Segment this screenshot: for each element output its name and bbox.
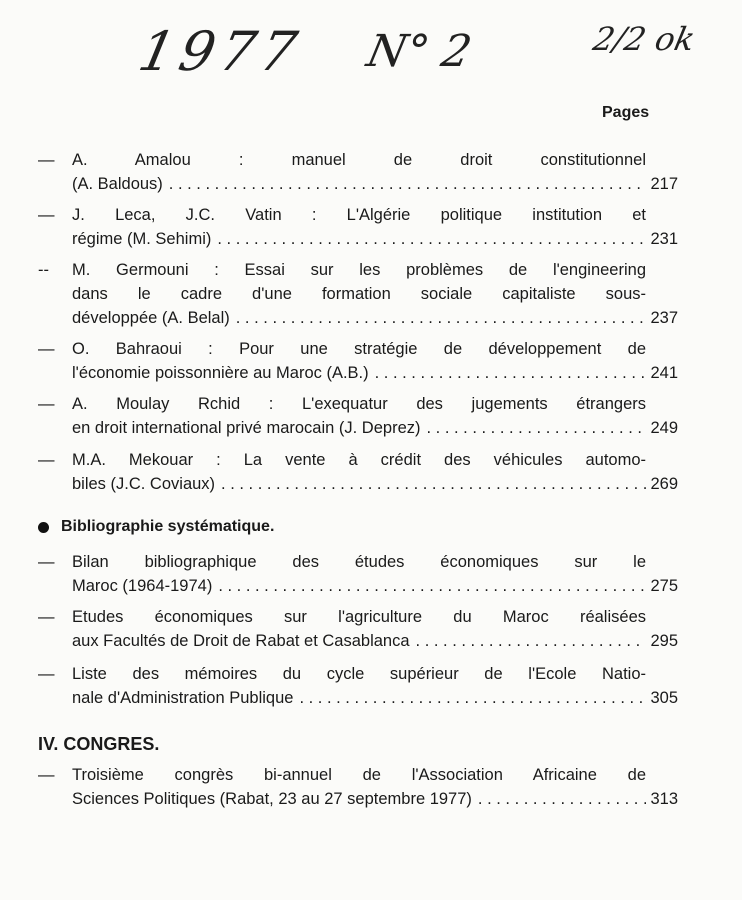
leader-dots: [211, 227, 646, 251]
entry-dash: —: [38, 553, 55, 571]
page-number: 249: [650, 419, 678, 437]
entry-line: M. Germouni : Essai sur les problèmes de l'engineering: [72, 261, 646, 279]
entry-line-text: nale d'Administration Publique: [72, 689, 294, 707]
page-number: 237: [650, 309, 678, 327]
entry-dash: —: [38, 665, 55, 683]
page-number: 295: [650, 632, 678, 650]
entry-line: A. Moulay Rchid : L'exequatur des jugements étrangers: [72, 395, 646, 413]
entry-line: dans le cadre d'une formation sociale capitaliste sous-: [72, 285, 646, 303]
leader-dots: [230, 306, 646, 330]
entry-line: Troisième congrès bi-annuel de l'Association Africaine de: [72, 766, 646, 784]
entry-line: [72, 361, 646, 385]
entry-line: [72, 306, 646, 330]
entry-line-text: régime (M. Sehimi): [72, 230, 212, 248]
toc-entry: [38, 203, 678, 251]
page-number: 231: [650, 230, 678, 248]
leader-dots: [163, 172, 646, 196]
entry-line: Etudes économiques sur l'agriculture du Maroc réalisées: [72, 608, 646, 626]
page-number: 305: [650, 689, 678, 707]
toc-entry: [38, 448, 678, 496]
entry-line: Liste des mémoires du cycle supérieur de l'Ecole Natio-: [72, 665, 646, 683]
leader-dots: [369, 361, 646, 385]
entry-line-text: Maroc (1964-1974): [72, 577, 213, 595]
pages-column-label: Pages: [602, 104, 650, 121]
entry-line: [72, 787, 646, 811]
entry-line-text: (A. Baldous): [72, 175, 163, 193]
entry-line: A. Amalou : manuel de droit constitutionnel: [72, 151, 646, 169]
entry-line: [72, 227, 646, 251]
entry-dash: —: [38, 340, 55, 358]
handwritten-number: N° 2: [362, 26, 476, 77]
entry-dash: —: [38, 395, 55, 413]
entry-line-text: développée (A. Belal): [72, 309, 230, 327]
entry-line-text: l'économie poissonnière au Maroc (A.B.): [72, 364, 369, 382]
entry-line-text: aux Facultés de Droit de Rabat et Casablanca: [72, 632, 410, 650]
leader-dots: [293, 686, 646, 710]
leader-dots: [410, 629, 646, 653]
entry-line: [72, 629, 646, 653]
entry-line-text: biles (J.C. Coviaux): [72, 475, 216, 493]
entry-line: [72, 686, 646, 710]
page-number: 313: [650, 790, 678, 808]
toc-entry: [38, 337, 678, 385]
entry-line: [72, 472, 646, 496]
handwritten-year: 1977: [133, 20, 309, 83]
handwritten-note: 2/2 ok: [589, 20, 699, 58]
entry-line: Bilan bibliographique des études économiques sur le: [72, 553, 646, 571]
bibliography-heading: [38, 518, 274, 536]
entry-dash: —: [38, 451, 55, 469]
leader-dots: [421, 416, 647, 440]
entry-line-text: Sciences Politiques (Rabat, 23 au 27 septembre 1977): [72, 790, 472, 808]
entry-dash: —: [38, 608, 55, 626]
entry-dash: —: [38, 206, 55, 224]
entry-dash: —: [38, 151, 55, 169]
congres-heading: IV. CONGRES.: [38, 734, 160, 754]
leader-dots: [472, 787, 646, 811]
entry-line-text: en droit international privé marocain (J. Deprez): [72, 419, 421, 437]
toc-entry: [38, 148, 678, 196]
entry-dash: --: [38, 261, 49, 279]
bibliography-heading-text: Bibliographie systématique.: [61, 518, 275, 535]
entry-line: [72, 416, 646, 440]
entry-line: [72, 172, 646, 196]
toc-entry: [38, 392, 678, 440]
page-number: 275: [650, 577, 678, 595]
entry-line: O. Bahraoui : Pour une stratégie de développement de: [72, 340, 646, 358]
toc-entry: [38, 763, 678, 811]
toc-entry: [38, 662, 678, 710]
page-number: 241: [650, 364, 678, 382]
leader-dots: [212, 574, 646, 598]
toc-entry: [38, 605, 678, 653]
entry-line: [72, 574, 646, 598]
bullet-icon: [38, 522, 49, 533]
page-number: 217: [650, 175, 678, 193]
page-number: 269: [650, 475, 678, 493]
entry-line: M.A. Mekouar : La vente à crédit des véhicules automo-: [72, 451, 646, 469]
toc-entry: [38, 550, 678, 598]
leader-dots: [215, 472, 646, 496]
entry-line: J. Leca, J.C. Vatin : L'Algérie politique institution et: [72, 206, 646, 224]
toc-entry: [38, 258, 678, 330]
entry-dash: —: [38, 766, 55, 784]
